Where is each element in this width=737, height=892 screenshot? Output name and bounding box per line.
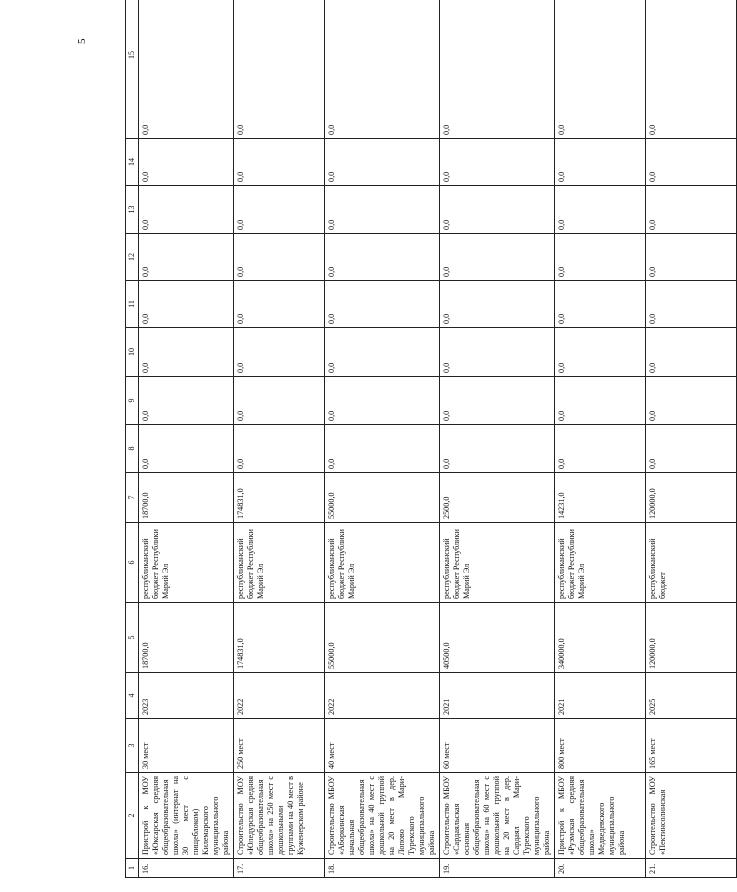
- capacity: 165 мест: [646, 719, 737, 773]
- object-name: Пристрой к МОУ «Юксарская средняя общеобразовательная школа» (интернат на 30 мест с пищеблоком) Килемарского муниципального района: [139, 773, 234, 859]
- value-col13: 0,0: [139, 186, 234, 234]
- value-col14: 0,0: [440, 139, 555, 186]
- column-number: 13: [126, 186, 139, 234]
- year: 2021: [440, 673, 555, 719]
- object-name: Строительство МОУ «Пектинсолинская: [646, 773, 737, 859]
- column-number: 10: [126, 328, 139, 377]
- value-col12: 0,0: [555, 234, 646, 281]
- value-col13: 0,0: [555, 186, 646, 234]
- value-col12: 0,0: [325, 234, 440, 281]
- value-col14: 0,0: [325, 139, 440, 186]
- value-col15: 0,0: [555, 0, 646, 139]
- value-col7: 2500,0: [440, 473, 555, 523]
- value-col13: 0,0: [325, 186, 440, 234]
- value-col13: 0,0: [646, 186, 737, 234]
- funding-source: республиканский бюджет Республики Марий Эл: [325, 523, 440, 603]
- column-number: 2: [126, 773, 139, 859]
- rotated-table-page: [125, 22, 667, 878]
- data-table: [125, 0, 737, 878]
- column-number: 3: [126, 719, 139, 773]
- value-col10: 0,0: [440, 328, 555, 377]
- column-number: 12: [126, 234, 139, 281]
- column-number-row: [126, 0, 139, 878]
- table-row: [440, 0, 555, 878]
- year: 2025: [646, 673, 737, 719]
- column-number: 5: [126, 603, 139, 673]
- value-col10: 0,0: [139, 328, 234, 377]
- value-col11: 0,0: [325, 281, 440, 328]
- funding-source: республиканский бюджет Республики Марий Эл: [555, 523, 646, 603]
- value-col9: 0,0: [325, 377, 440, 425]
- value-col15: 0,0: [646, 0, 737, 139]
- column-number: 9: [126, 377, 139, 425]
- total-amount: 55000,0: [325, 603, 440, 673]
- value-col11: 0,0: [646, 281, 737, 328]
- funding-source: республиканский бюджет: [646, 523, 737, 603]
- column-number: 6: [126, 523, 139, 603]
- column-number: 15: [126, 0, 139, 139]
- column-number: 8: [126, 425, 139, 473]
- year: 2022: [234, 673, 325, 719]
- value-col15: 0,0: [234, 0, 325, 139]
- object-name: Строительство МБОУ «Аборкинская начальная общеобразовательная школа» на 40 мест с дошкольной группой на 20 мест в дер. Лопово Мари-Турекского муниципального района: [325, 773, 440, 859]
- value-col14: 0,0: [139, 139, 234, 186]
- table-row: [555, 0, 646, 878]
- value-col11: 0,0: [234, 281, 325, 328]
- value-col15: 0,0: [139, 0, 234, 139]
- value-col8: 0,0: [139, 425, 234, 473]
- funding-source: республиканский бюджет Республики Марий Эл: [234, 523, 325, 603]
- total-amount: 120000,0: [646, 603, 737, 673]
- value-col12: 0,0: [234, 234, 325, 281]
- value-col15: 0,0: [440, 0, 555, 139]
- table-row: [646, 0, 737, 878]
- value-col10: 0,0: [325, 328, 440, 377]
- value-col12: 0,0: [646, 234, 737, 281]
- year: 2021: [555, 673, 646, 719]
- capacity: 60 мест: [440, 719, 555, 773]
- value-col10: 0,0: [234, 328, 325, 377]
- value-col8: 0,0: [234, 425, 325, 473]
- value-col7: 120000,0: [646, 473, 737, 523]
- table-row: [234, 0, 325, 878]
- row-number: 19.: [440, 859, 555, 878]
- year: 2022: [325, 673, 440, 719]
- value-col12: 0,0: [139, 234, 234, 281]
- capacity: 30 мест: [139, 719, 234, 773]
- capacity: 800 мест: [555, 719, 646, 773]
- value-col8: 0,0: [325, 425, 440, 473]
- value-col9: 0,0: [555, 377, 646, 425]
- value-col14: 0,0: [234, 139, 325, 186]
- column-number: 7: [126, 473, 139, 523]
- funding-source: республиканский бюджет Республики Марий Эл: [440, 523, 555, 603]
- value-col14: 0,0: [646, 139, 737, 186]
- object-name: Пристрой к МБОУ «Руэмская средняя общеобразовательная школа» Медведевского муниципального района: [555, 773, 646, 859]
- page-number: 5: [76, 38, 88, 44]
- column-number: 1: [126, 859, 139, 878]
- value-col13: 0,0: [440, 186, 555, 234]
- value-col9: 0,0: [440, 377, 555, 425]
- column-number: 4: [126, 673, 139, 719]
- value-col12: 0,0: [440, 234, 555, 281]
- value-col10: 0,0: [646, 328, 737, 377]
- object-name: Строительство МОУ «Юледурская средняя общеобразовательная школа» на 250 мест с дошкольными группами на 40 мест в Куженерском районе: [234, 773, 325, 859]
- row-number: 20.: [555, 859, 646, 878]
- row-number: 17.: [234, 859, 325, 878]
- value-col10: 0,0: [555, 328, 646, 377]
- row-number: 21.: [646, 859, 737, 878]
- row-number: 16.: [139, 859, 234, 878]
- value-col7: 174831,0: [234, 473, 325, 523]
- year: 2023: [139, 673, 234, 719]
- value-col9: 0,0: [139, 377, 234, 425]
- value-col14: 0,0: [555, 139, 646, 186]
- object-name: Строительство МБОУ «Сардаяльская основная общеобразовательная школа» на 60 мест с дошкольной группой на 20 мест в дер. Сардаял Мари-Турекского муниципального района: [440, 773, 555, 859]
- value-col11: 0,0: [139, 281, 234, 328]
- value-col8: 0,0: [440, 425, 555, 473]
- total-amount: 18700,0: [139, 603, 234, 673]
- capacity: 250 мест: [234, 719, 325, 773]
- value-col11: 0,0: [555, 281, 646, 328]
- value-col15: 0,0: [325, 0, 440, 139]
- row-number: 18.: [325, 859, 440, 878]
- value-col8: 0,0: [646, 425, 737, 473]
- table-row: [139, 0, 234, 878]
- total-amount: 174831,0: [234, 603, 325, 673]
- column-number: 14: [126, 139, 139, 186]
- value-col9: 0,0: [646, 377, 737, 425]
- value-col9: 0,0: [234, 377, 325, 425]
- value-col7: 14231,0: [555, 473, 646, 523]
- total-amount: 340000,0: [555, 603, 646, 673]
- column-number: 11: [126, 281, 139, 328]
- table-row: [325, 0, 440, 878]
- value-col8: 0,0: [555, 425, 646, 473]
- capacity: 40 мест: [325, 719, 440, 773]
- value-col11: 0,0: [440, 281, 555, 328]
- funding-source: республиканский бюджет Республики Марий Эл: [139, 523, 234, 603]
- total-amount: 40500,0: [440, 603, 555, 673]
- value-col7: 18700,0: [139, 473, 234, 523]
- value-col13: 0,0: [234, 186, 325, 234]
- value-col7: 55000,0: [325, 473, 440, 523]
